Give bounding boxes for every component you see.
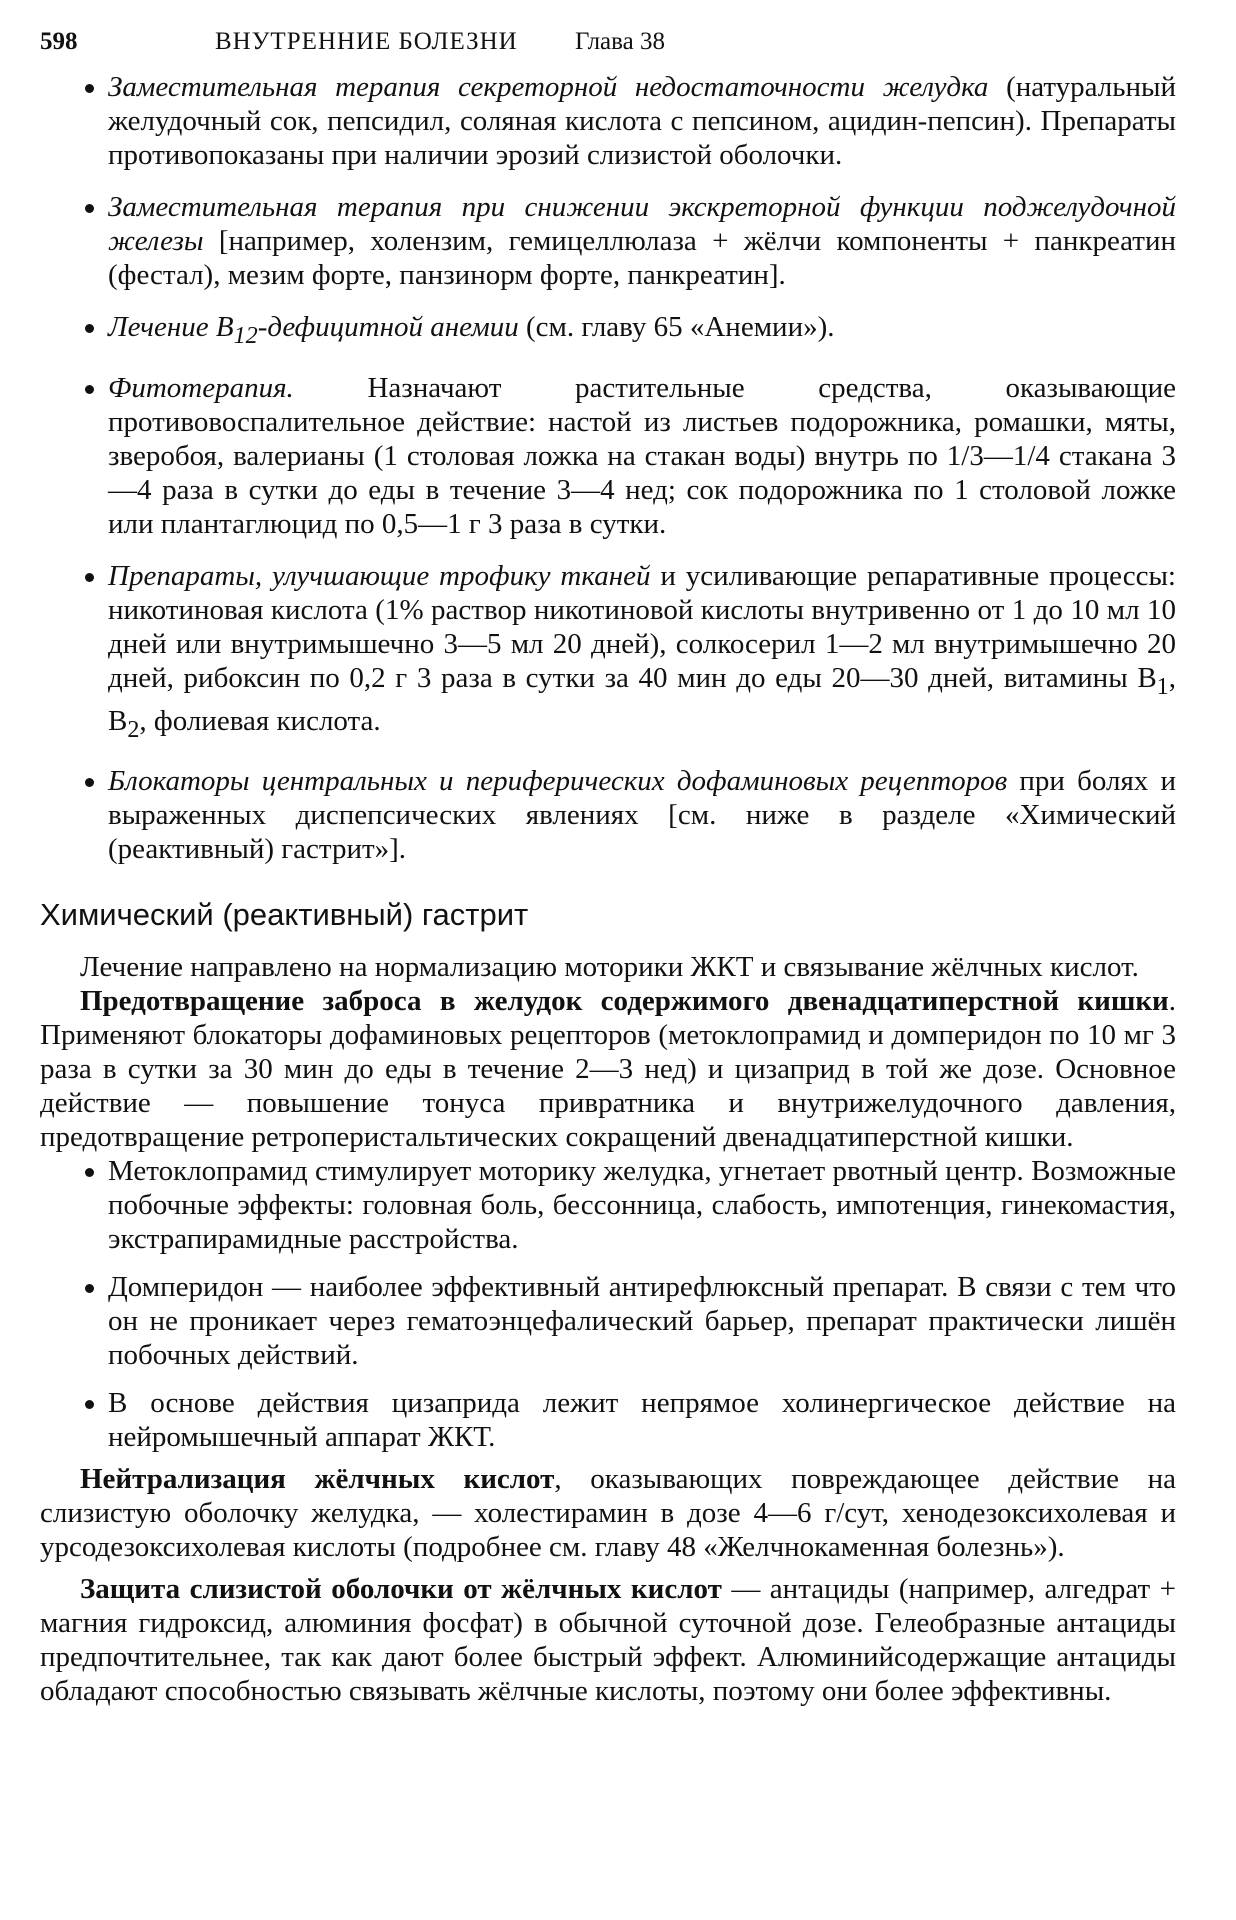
running-head (40, 28, 1176, 70)
item-text: и усиливающие репаративные процессы: никотиновая кислота (1% раствор никотиновой кислоты внутривенно от 1 до 10 мл 10 дней или внутримышечно 3—5 мл 20 дней), солкосерил 1—2 мл внутримышечно 20 дней, рибоксин по 0,2 г 3 раза в сутки за 40 мин до еды 20—30 дней, витамины B (108, 559, 1176, 694)
section-intro: Лечение направлено на нормализацию моторики ЖКТ и связывание жёлчных кислот. (80, 951, 1139, 984)
treatment-list (40, 70, 1176, 866)
drug-list (40, 1154, 1176, 1454)
item-lead: Заместительная терапия секреторной недостаточности желудка (108, 71, 989, 103)
section-heading: Химический (реактивный) гастрит (40, 897, 529, 933)
list-item: Препараты, улучшающие трофику тканей и усиливающие репаративные процессы: никотиновая кислота (1% раствор никотиновой кислоты внутривенно от 1 до 10 мл 10 дней или внутримышечно 3—5 мл 20 дней), солкосерил 1—2 мл внутримышечно 20 дней, рибоксин по 0,2 г 3 раза в сутки за 40 мин до еды 20—30 дней, витамины $B_1$, $B_2$, фолиевая кислота. (40, 559, 1176, 747)
list-item (40, 371, 1176, 541)
page-body (40, 70, 1176, 1708)
paragraph: Нейтрализация жёлчных кислот, оказывающих повреждающее действие на слизистую оболочку желудка, — холестирамин в дозе 4—6 г/сут, хенодезоксихолевая и урсодезоксихолевая кислоты (подробнее см. главу 48 «Желчнокаменная болезнь»). (40, 1463, 1176, 1564)
item-text: [например, холензим, гемицеллюлаза + жёлчи компоненты + панкреатин (фестал), мезим форте, панзинорм форте, панкреатин]. (108, 225, 1176, 291)
paragraph-lead: Предотвращение заброса в желудок содержимого двенадцатиперстной кишки (80, 985, 1169, 1018)
paragraph: Предотвращение заброса в желудок содержимого двенадцатиперстной кишки. Применяют блокаторы дофаминовых рецепторов (метоклопрамид и домперидон по 10 мг 3 раза в сутки за 30 мин до еды в течение 2—3 нед) и цизаприд в той же дозе. Основное действие — повышение тонуса привратника и внутрижелудочного давления, предотвращение ретроперистальтических сокращений двенадцатиперстной кишки. (40, 985, 1176, 1154)
list-item (40, 70, 1176, 172)
item-lead: Заместительная терапия при снижении экскреторной функции поджелудочной железы (108, 191, 1176, 257)
paragraph-lead: Защита слизистой оболочки от жёлчных кислот (80, 1573, 722, 1606)
subscript: 2 (127, 715, 140, 743)
subscript: 12 (233, 321, 258, 349)
list-item (40, 190, 1176, 292)
paragraph-lead: Нейтрализация жёлчных кислот (80, 1463, 555, 1496)
item-text: при болях и выраженных диспепсических явлениях [см. ниже в разделе «Химический (реактивный) гастрит»]. (108, 765, 1176, 866)
item-lead: Лечение $B_{12}$-дефицитной анемии (108, 311, 519, 349)
page-number: 598 (40, 28, 78, 55)
item-text: (см. главу 65 «Анемии»). (518, 311, 835, 343)
list-item: Домперидон — наиболее эффективный антирефлюксный препарат. В связи с тем что он не проникает через гематоэнцефалический барьер, препарат практически лишён побочных действий. (40, 1270, 1176, 1372)
item-lead: Блокаторы центральных и периферических дофаминовых рецепторов (108, 765, 1008, 798)
item-lead: Фитотерапия. (108, 371, 294, 404)
subscript: 1 (1156, 672, 1169, 700)
list-item (40, 310, 1176, 353)
list-item (40, 764, 1176, 866)
item-lead: Препараты, улучшающие трофику тканей (108, 559, 651, 592)
list-item: Метоклопрамид стимулирует моторику желудка, угнетает рвотный центр. Возможные побочные эффекты: головная боль, бессонница, слабость, импотенция, гинекомастия, экстрапирамидные расстройства. (40, 1154, 1176, 1256)
chapter-label: Глава 38 (575, 28, 665, 55)
item-text: (натуральный желудочный сок, пепсидил, соляная кислота с пепсином, ацидин-пепсин). Препараты противопоказаны при наличии эрозий слизистой оболочки. (108, 71, 1177, 171)
book-title: ВНУТРЕННИЕ БОЛЕЗНИ (215, 28, 518, 55)
item-text: Назначают растительные средства, оказывающие противовоспалительное действие: настой из листьев подорожника, ромашки, мяты, зверобоя, валерианы (1 столовая ложка на стакан воды) внутрь по 1/3—1/4 стакана 3—4 раза в сутки до еды в течение 3—4 нед; сок подорожника по 1 столовой ложке или плантаглюцид по 0,5—1 г 3 раза в сутки. (108, 371, 1176, 540)
paragraph: Защита слизистой оболочки от жёлчных кислот — антациды (например, алгедрат + магния гидроксид, алюминия фосфат) в обычной суточной дозе. Гелеобразные антациды предпочтительнее, так как дают более быстрый эффект. Алюминийсодержащие антациды обладают способностью связывать жёлчные кислоты, поэтому они более эффективны. (40, 1573, 1176, 1708)
list-item: В основе действия цизаприда лежит непрямое холинергическое действие на нейромышечный аппарат ЖКТ. (40, 1386, 1176, 1454)
